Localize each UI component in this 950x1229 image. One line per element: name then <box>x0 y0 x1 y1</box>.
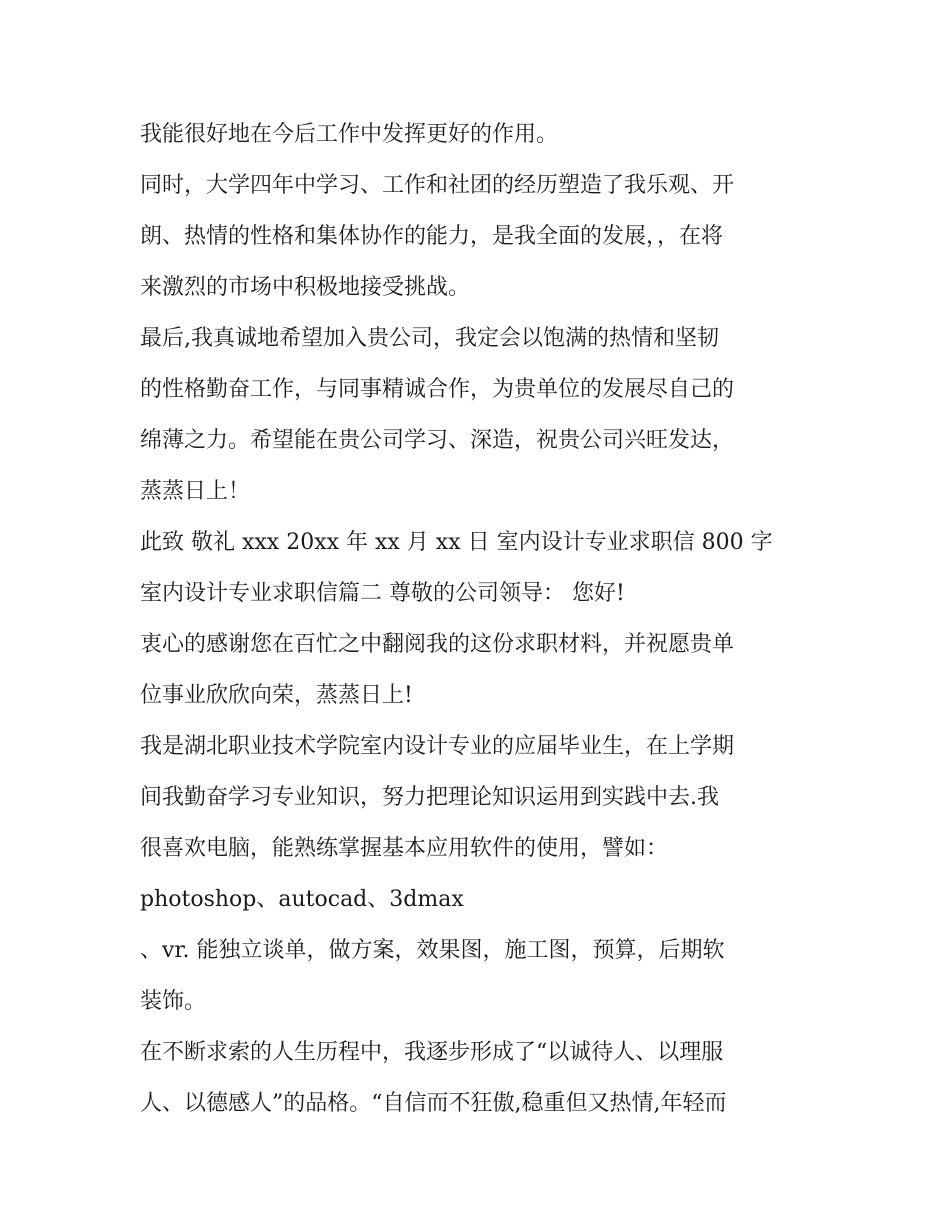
text-line: photoshop、autocad、3dmax <box>140 887 464 912</box>
text-line: 同时，大学四年中学习、工作和社团的经历塑造了我乐观、开 <box>140 173 735 198</box>
text-line: 人、以德感人”的品格。“自信而不狂傲,稳重但又热情,年轻而 <box>140 1091 727 1116</box>
text-line: 间我勤奋学习专业知识，努力把理论知识运用到实践中去.我 <box>140 785 719 810</box>
text-line: 、vr. 能独立谈单，做方案，效果图，施工图，预算，后期软 <box>140 938 725 963</box>
text-line: 很喜欢电脑，能熟练掌握基本应用软件的使用，譬如： <box>140 836 669 861</box>
text-line: 来激烈的市场中积极地接受挑战。 <box>140 275 471 300</box>
text-line: 位事业欣欣向荣，蒸蒸日上! <box>140 683 413 708</box>
text-line: 蒸蒸日上！ <box>140 479 251 504</box>
text-line: 我能很好地在今后工作中发挥更好的作用。 <box>140 122 559 147</box>
text-line: 绵薄之力。希望能在贵公司学习、深造，祝贵公司兴旺发达， <box>140 428 735 453</box>
text-line: 我是湖北职业技术学院室内设计专业的应届毕业生，在上学期 <box>140 734 735 759</box>
text-line: 最后,我真诚地希望加入贵公司，我定会以饱满的热情和坚韧 <box>140 326 719 351</box>
text-line: 装饰。 <box>140 989 207 1014</box>
text-line: 衷心的感谢您在百忙之中翻阅我的这份求职材料，并祝愿贵单 <box>140 632 735 657</box>
text-line: 的性格勤奋工作，与同事精诚合作，为贵单位的发展尽自己的 <box>140 377 735 402</box>
text-line: 在不断求索的人生历程中，我逐步形成了“以诚待人、以理服 <box>140 1040 724 1065</box>
text-line: 此致 敬礼 xxx 20xx 年 xx 月 xx 日 室内设计专业求职信 800 字 <box>140 530 773 555</box>
text-line: 朗、热情的性格和集体协作的能力，是我全面的发展，，在将 <box>140 224 724 249</box>
text-line: 室内设计专业求职信篇二 尊敬的公司领导： 您好! <box>140 581 625 606</box>
document-body <box>140 109 840 1129</box>
